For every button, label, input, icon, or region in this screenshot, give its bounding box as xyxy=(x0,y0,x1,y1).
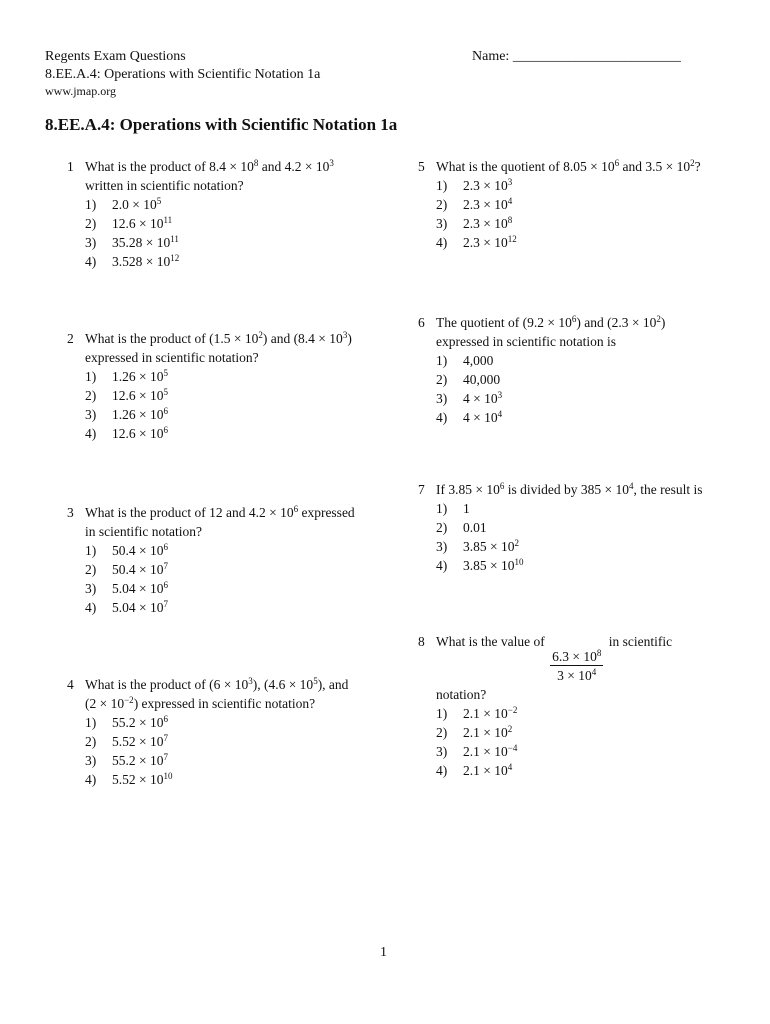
answer-option-value: $2.3 \times 10^3$ xyxy=(463,177,513,193)
answer-option[interactable] xyxy=(85,579,387,598)
answer-option-label: 3) xyxy=(85,407,97,422)
answer-option-label: 3) xyxy=(85,235,97,250)
answer-option[interactable] xyxy=(436,537,758,556)
answer-option[interactable] xyxy=(436,214,758,233)
answer-option-label: 1) xyxy=(85,715,97,730)
answer-option-value: $2.1 \times 10^{-2}$ xyxy=(463,705,518,721)
answer-option[interactable] xyxy=(436,351,758,370)
header-website: www.jmap.org xyxy=(45,84,116,98)
answer-option-value: $50.4 \times 10^7$ xyxy=(112,561,168,577)
question-3 xyxy=(67,503,387,617)
header-topic: 8.EE.A.4: Operations with Scientific Notation 1a xyxy=(45,67,321,82)
answer-option-label: 2) xyxy=(85,562,97,577)
answer-option-value: $12.6 \times 10^5$ xyxy=(112,387,168,403)
answer-option[interactable] xyxy=(85,751,387,770)
answer-option-value: $2.1 \times 10^4$ xyxy=(463,762,513,778)
answer-option-label: 2) xyxy=(85,388,97,403)
question-1 xyxy=(67,157,387,271)
answer-option-value: 0.01 xyxy=(463,520,487,535)
answer-options xyxy=(436,499,758,575)
answer-option[interactable] xyxy=(85,598,387,617)
answer-options xyxy=(85,195,387,271)
answer-option-value: $2.3 \times 10^{12}$ xyxy=(463,234,517,250)
answer-option-label: 4) xyxy=(436,410,448,425)
answer-option-value: $55.2 \times 10^7$ xyxy=(112,752,168,768)
question-number: 8 xyxy=(418,634,425,649)
question-number: 1 xyxy=(67,159,74,174)
answer-option-value: $3.528 \times 10^{12}$ xyxy=(112,253,180,269)
answer-option-label: 1) xyxy=(85,197,97,212)
answer-option-value: $50.4 \times 10^6$ xyxy=(112,542,168,558)
question-number: 2 xyxy=(67,331,74,346)
answer-option[interactable] xyxy=(436,389,758,408)
answer-options xyxy=(85,367,387,443)
answer-option[interactable] xyxy=(85,233,387,252)
answer-option-label: 2) xyxy=(436,197,448,212)
answer-option-value: $3.85 \times 10^2$ xyxy=(463,538,519,554)
answer-option-label: 3) xyxy=(436,744,448,759)
answer-option-label: 2) xyxy=(436,372,448,387)
answer-option-value: $4 \times 10^4$ xyxy=(463,409,503,425)
answer-option-label: 3) xyxy=(436,216,448,231)
answer-option[interactable] xyxy=(436,556,758,575)
answer-option[interactable] xyxy=(85,541,387,560)
question-text: What is the product of $(1.5 \times 10^2)$ and $(8.4 \times 10^3)$ expressed in scientific notation? xyxy=(85,330,352,365)
question-5 xyxy=(418,157,758,252)
answer-option[interactable] xyxy=(436,704,758,723)
question-2 xyxy=(67,329,387,443)
answer-option[interactable] xyxy=(436,723,758,742)
answer-option-value: $1.26 \times 10^6$ xyxy=(112,406,168,422)
answer-option[interactable] xyxy=(436,195,758,214)
question-text: What is the value of $\frac{6.3 \times 10^8}{3 \times 10^4}$ in scientific notation? xyxy=(436,634,673,702)
name-field-label[interactable]: Name: ________________________ xyxy=(472,49,681,64)
answer-option-label: 3) xyxy=(436,539,448,554)
question-6 xyxy=(418,313,758,427)
answer-option-label: 3) xyxy=(85,581,97,596)
answer-option-value: $5.04 \times 10^7$ xyxy=(112,599,168,615)
answer-option-label: 4) xyxy=(436,235,448,250)
answer-option-label: 3) xyxy=(85,753,97,768)
answer-option[interactable] xyxy=(85,214,387,233)
answer-option-value: 40,000 xyxy=(463,372,501,387)
answer-option[interactable] xyxy=(85,770,387,789)
answer-option-value: $4 \times 10^3$ xyxy=(463,390,503,406)
answer-options xyxy=(436,351,758,427)
answer-option-label: 4) xyxy=(436,558,448,573)
page-title: 8.EE.A.4: Operations with Scientific Notation 1a xyxy=(45,115,398,134)
answer-option-label: 2) xyxy=(85,734,97,749)
answer-option-value: $35.28 \times 10^{11}$ xyxy=(112,234,179,250)
question-text: If $3.85 \times 10^6$ is divided by $385 \times 10^4$, the result is xyxy=(436,481,703,497)
header-course: Regents Exam Questions xyxy=(45,49,186,64)
answer-option[interactable] xyxy=(85,424,387,443)
answer-option-value: $3.85 \times 10^{10}$ xyxy=(463,557,524,573)
answer-option-value: $2.0 \times 10^5$ xyxy=(112,196,162,212)
answer-option-value: $12.6 \times 10^6$ xyxy=(112,425,168,441)
answer-option-value: $5.52 \times 10^7$ xyxy=(112,733,168,749)
question-number: 3 xyxy=(67,505,74,520)
page-number: 1 xyxy=(380,945,387,960)
answer-option-value: 1 xyxy=(463,501,470,516)
answer-option[interactable] xyxy=(85,386,387,405)
answer-options xyxy=(436,704,758,780)
answer-option-label: 1) xyxy=(85,543,97,558)
answer-option-label: 1) xyxy=(436,501,448,516)
answer-option-value: 4,000 xyxy=(463,353,494,368)
answer-options xyxy=(436,176,758,252)
answer-option-value: $5.52 \times 10^{10}$ xyxy=(112,771,173,787)
answer-option[interactable] xyxy=(85,713,387,732)
answer-option-value: $1.26 \times 10^5$ xyxy=(112,368,168,384)
answer-option[interactable] xyxy=(85,252,387,271)
question-number: 4 xyxy=(67,677,74,692)
answer-option-label: 4) xyxy=(85,772,97,787)
question-number: 6 xyxy=(418,315,425,330)
answer-option[interactable] xyxy=(436,499,758,518)
answer-option-label: 1) xyxy=(436,178,448,193)
answer-option[interactable] xyxy=(85,195,387,214)
answer-option[interactable] xyxy=(436,176,758,195)
answer-option-value: $55.2 \times 10^6$ xyxy=(112,714,168,730)
answer-option[interactable] xyxy=(85,405,387,424)
question-text: The quotient of $(9.2 \times 10^6)$ and $(2.3 \times 10^2)$ expressed in scientific notation is xyxy=(436,314,666,349)
question-text: What is the product of $8.4 \times 10^8$ and $4.2 \times 10^3$ written in scientific notation? xyxy=(85,158,334,193)
question-4 xyxy=(67,675,387,789)
answer-option[interactable] xyxy=(436,233,758,252)
answer-option-label: 4) xyxy=(436,763,448,778)
answer-option-label: 4) xyxy=(85,426,97,441)
answer-option[interactable] xyxy=(436,518,758,537)
answer-option-value: $2.1 \times 10^{-4}$ xyxy=(463,743,518,759)
answer-option[interactable] xyxy=(436,742,758,761)
answer-option[interactable] xyxy=(436,408,758,427)
question-8 xyxy=(418,632,758,780)
question-7 xyxy=(418,480,758,575)
answer-option-value: $12.6 \times 10^{11}$ xyxy=(112,215,173,231)
question-number: 7 xyxy=(418,482,425,497)
answer-option-value: $2.1 \times 10^2$ xyxy=(463,724,513,740)
question-text: What is the product of $(6 \times 10^3)$, $(4.6 \times 10^5)$, and $(2 \times 10^{-2})$ expressed in scientific notation? xyxy=(85,676,349,711)
answer-option-value: $2.3 \times 10^8$ xyxy=(463,215,513,231)
answer-option-label: 1) xyxy=(436,706,448,721)
answer-option-label: 1) xyxy=(85,369,97,384)
answer-option-label: 4) xyxy=(85,254,97,269)
answer-option[interactable] xyxy=(85,367,387,386)
answer-options xyxy=(85,713,387,789)
answer-option-value: $5.04 \times 10^6$ xyxy=(112,580,168,596)
answer-option-label: 4) xyxy=(85,600,97,615)
question-text: What is the product of 12 and $4.2 \times 10^6$ expressed in scientific notation? xyxy=(85,504,355,539)
answer-option[interactable] xyxy=(85,560,387,579)
answer-option[interactable] xyxy=(436,761,758,780)
question-number: 5 xyxy=(418,159,425,174)
answer-option[interactable] xyxy=(436,370,758,389)
answer-options xyxy=(85,541,387,617)
answer-option-label: 1) xyxy=(436,353,448,368)
question-text: What is the quotient of $8.05 \times 10^6$ and $3.5 \times 10^2$? xyxy=(436,158,701,174)
answer-option-value: $2.3 \times 10^4$ xyxy=(463,196,513,212)
answer-option-label: 3) xyxy=(436,391,448,406)
answer-option[interactable] xyxy=(85,732,387,751)
answer-option-label: 2) xyxy=(436,725,448,740)
answer-option-label: 2) xyxy=(85,216,97,231)
answer-option-label: 2) xyxy=(436,520,448,535)
